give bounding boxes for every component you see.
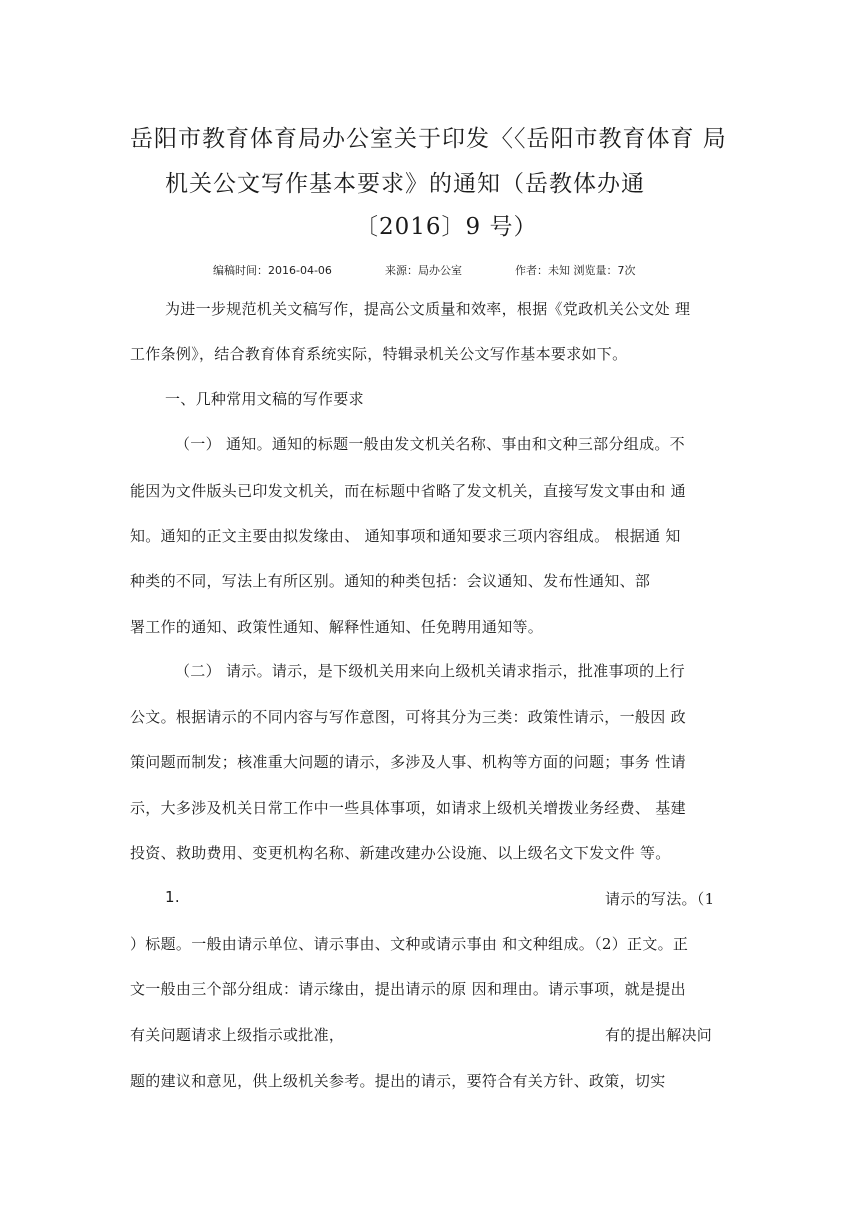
body-line: 策问题而制发；核准重大问题的请示，多涉及人事、机构等方面的问题；事务 性请	[130, 753, 686, 771]
title-line-1: 岳阳市教育体育局办公室关于印发〈〈岳阳市教育体育 局	[130, 126, 727, 152]
body-line: 有关问题请求上级指示或批准，	[130, 1026, 345, 1044]
body-line: 公文。根据请示的不同内容与写作意图，可将其分为三类：政策性请示，一般因 政	[130, 708, 686, 726]
body-line: 知。通知的正文主要由拟发缘由、 通知事项和通知要求三项内容组成。 根据通 知	[130, 527, 681, 545]
meta-author-views: 作者：未知 浏览量：7次	[515, 264, 636, 277]
meta-edit-time: 编稿时间：2016-04-06	[213, 264, 332, 277]
body-line: 为进一步规范机关文稿写作，提高公文质量和效率，根据《党政机关公文处 理	[165, 300, 691, 318]
title-line-3: 〔2016〕9 号）	[355, 214, 538, 240]
body-line: 投资、救助费用、变更机构名称、新建改建办公设施、以上级名文下发文件 等。	[130, 844, 671, 862]
body-line: 文一般由三个部分组成：请示缘由，提出请示的原 因和理由。请示事项，就是提出	[130, 980, 686, 998]
body-line: 请示的写法。（1	[605, 890, 715, 908]
list-number: 1.	[165, 888, 180, 906]
title-line-2: 机关公文写作基本要求》的通知（岳教体办通	[165, 171, 645, 197]
body-line: （一） 通知。通知的标题一般由发文机关名称、事由和文种三部分组成。不	[175, 435, 685, 453]
section-heading: 一、几种常用文稿的写作要求	[165, 390, 364, 408]
body-line: 种类的不同，写法上有所区别。通知的种类包括：会议通知、发布性通知、部	[130, 572, 651, 590]
body-line: 示，大多涉及机关日常工作中一些具体事项，如请求上级机关增拨业务经费、 基建	[130, 799, 686, 817]
body-line: ）标题。一般由请示单位、请示事由、文种或请示事由 和文种组成。（2）正文。正	[130, 935, 689, 953]
body-line: 题的建议和意见，供上级机关参考。提出的请示，要符合有关方针、政策，切实	[130, 1072, 666, 1090]
body-line: 署工作的通知、政策性通知、解释性通知、任免聘用通知等。	[130, 618, 544, 636]
body-line: 能因为文件版头已印发文机关，而在标题中省略了发文机关，直接写发文事由和 通	[130, 482, 686, 500]
meta-source: 来源：局办公室	[385, 264, 462, 277]
body-line: 有的提出解决问	[605, 1026, 713, 1044]
body-line: 工作条例》，结合教育体育系统实际，特辑录机关公文写作基本要求如下。	[130, 345, 628, 363]
body-line: （二） 请示。请示，是下级机关用来向上级机关请求指示，批准事项的上行	[175, 662, 685, 680]
